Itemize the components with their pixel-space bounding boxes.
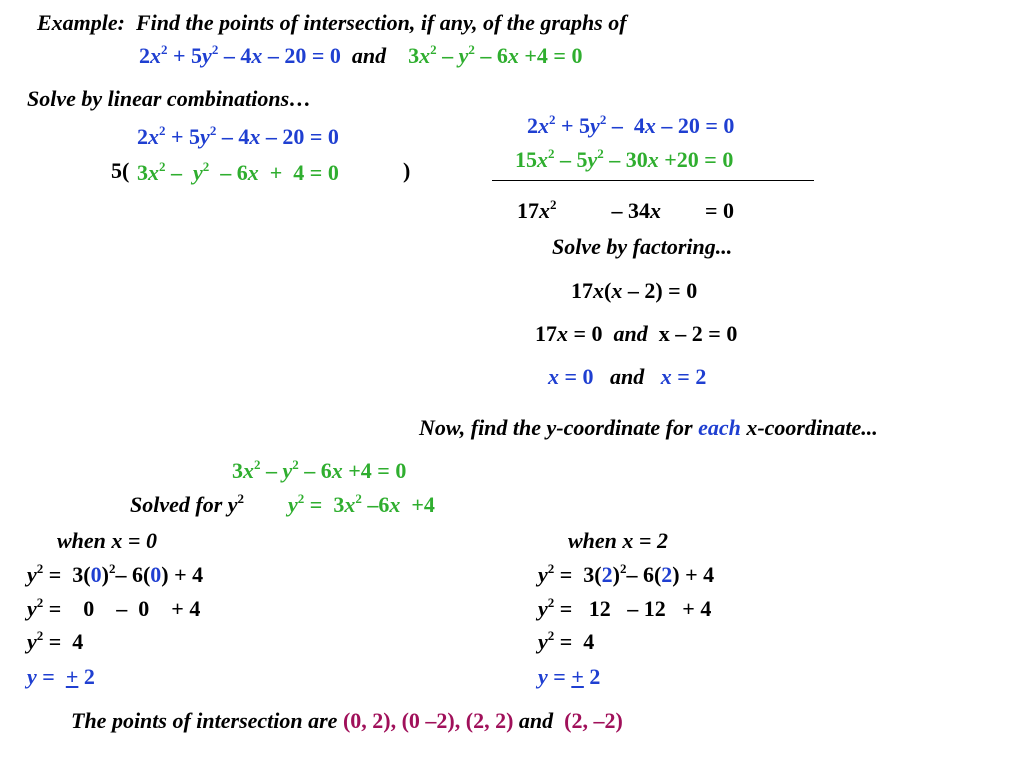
example-text: Find the points of intersection, if any, of the graphs of (136, 10, 627, 35)
case0-line-1: $y^2 = 3(0)^2-$ 6(0) + 4 (27, 561, 204, 587)
solved-for-line: Solved for $y^2$ $y^2 = 3x^2$ –6x +4 (130, 491, 435, 517)
example-heading (37, 10, 627, 36)
combo-eq1-left: $2x^2 + 5y^2 - 4x - 20 = 0$ (137, 123, 339, 149)
multiplier: 5( (111, 158, 130, 183)
case2-line-2: $y^2 = 12 - 12 + 4$ (538, 595, 712, 621)
equation-2: $3x^2 - y^2 - 6x +4 = 0$ (408, 42, 583, 68)
factor-line-1: 17x(x – 2) = 0 (571, 278, 698, 303)
equation-1: $2x^2 + 5y^2 - 4x - 20 = 0$ (139, 42, 341, 68)
when-x0-label: when x = 0 (57, 528, 157, 553)
sum-rule (492, 180, 814, 181)
case0-line-2: $y^2$ = 0 – 0 + 4 (27, 595, 201, 621)
conclusion: The points of intersection are (0, 2), (0 –2), (2, 2) and (2, –2) (71, 708, 623, 733)
factor-line-2: 17x = 0 and x – 2 = 0 (535, 321, 738, 346)
solve-factoring-heading: Solve by factoring... (552, 234, 733, 259)
and-word: and (351, 43, 387, 68)
now-find-heading: Now, find the y-coordinate for each x-coordinate... (419, 415, 878, 440)
combo-eq2-left: $3x^2 - y^2 - 6x + 4 = 0$ (137, 159, 339, 185)
case2-line-3: $y^2 = 4$ (538, 628, 595, 654)
close-paren: ) (403, 158, 411, 183)
example-prefix: Example: (37, 10, 125, 35)
case0-line-3: $y^2 = 4$ (27, 628, 84, 654)
case0-line-4: y = + 2 (27, 664, 95, 689)
solve-linear-heading: Solve by linear combinations… (27, 86, 312, 111)
factor-solutions: x = 0 and x = 2 (548, 364, 707, 389)
combo-sum: $17x^2$ – 34x = 0 (517, 197, 735, 223)
combo-eq1-right: $2x^2 + 5y^2 - 4x - 20 = 0$ (527, 112, 735, 138)
case2-line-4: y = + 2 (538, 664, 601, 689)
substitution-eq: $3x^2 - y^2 - 6x +4 = 0$ (232, 457, 407, 483)
when-x2-label: when x = 2 (568, 528, 668, 553)
given-equations (139, 43, 582, 69)
combo-eq2-right: $15x^2 - 5y^2 - 30x +20 = 0$ (515, 146, 734, 172)
case2-line-1: $y^2 = 3(2)^2-$ 6(2) + 4 (538, 561, 715, 587)
